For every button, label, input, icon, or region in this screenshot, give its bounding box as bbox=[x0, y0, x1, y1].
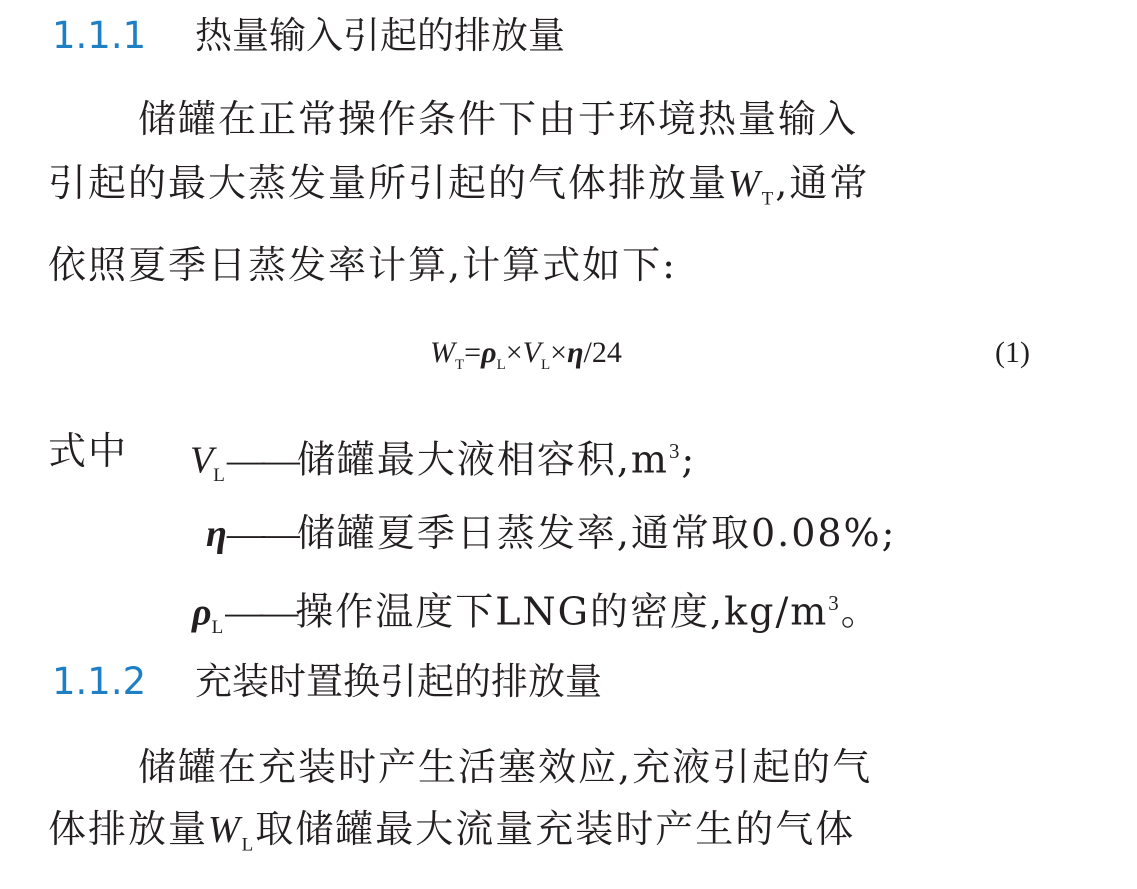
def-symbol: ρ bbox=[192, 591, 212, 634]
eq-rho: ρ bbox=[481, 336, 497, 369]
paragraph-text: 取储罐最大流量充装时产生的气体 bbox=[255, 807, 856, 851]
equation-number: (1) bbox=[995, 336, 1030, 369]
eq-rho-sub: L bbox=[496, 356, 506, 373]
eq-times: × bbox=[505, 336, 523, 369]
variable-w: W bbox=[728, 163, 762, 205]
paragraph-text: 引起的最大蒸发量所引起的气体排放量 bbox=[48, 161, 729, 205]
def-sup: 3 bbox=[668, 439, 682, 463]
def-symbol: η bbox=[206, 513, 227, 555]
section-number: 1.1.1 bbox=[52, 14, 147, 57]
definitions-label: 式中 bbox=[48, 429, 129, 473]
def-symbol-sub: L bbox=[211, 617, 226, 639]
def-end: 。 bbox=[840, 589, 881, 634]
paragraph-line: 储罐在正常操作条件下由于环境热量输入 bbox=[138, 97, 859, 141]
def-text: 储罐最大液相容积,m bbox=[296, 437, 669, 482]
definition-item bbox=[192, 578, 881, 653]
def-end: ; bbox=[681, 437, 697, 482]
eq-w-sub: T bbox=[455, 356, 465, 373]
paragraph-line bbox=[48, 158, 869, 225]
paragraph-line: 储罐在充装时产生活塞效应,充液引起的气 bbox=[138, 745, 873, 789]
def-text: 操作温度下LNG的密度,kg/m bbox=[295, 589, 829, 634]
eq-rest: /24 bbox=[583, 336, 622, 369]
paragraph-line bbox=[48, 804, 855, 871]
section-heading-1-1-1 bbox=[52, 12, 565, 60]
def-text: 储罐夏季日蒸发率,通常取0.08%; bbox=[296, 511, 897, 555]
definition-item bbox=[206, 508, 896, 559]
def-dash: —— bbox=[225, 591, 296, 634]
eq-v-sub: L bbox=[540, 356, 551, 373]
variable-subscript: T bbox=[761, 188, 776, 210]
section-title: 充装时置换引起的排放量 bbox=[195, 660, 602, 703]
paragraph-text: 体排放量 bbox=[48, 807, 209, 851]
def-dash: —— bbox=[226, 513, 297, 555]
section-number: 1.1.2 bbox=[52, 660, 147, 703]
eq-eta: η bbox=[567, 336, 584, 369]
eq-w: W bbox=[430, 336, 455, 369]
def-dash: —— bbox=[226, 439, 297, 482]
def-sup: 3 bbox=[828, 591, 841, 615]
paragraph-text: ,通常 bbox=[775, 161, 870, 205]
equation bbox=[430, 330, 622, 388]
eq-equals: = bbox=[464, 336, 482, 369]
section-title: 热量输入引起的排放量 bbox=[195, 14, 565, 57]
def-symbol: V bbox=[190, 439, 214, 482]
variable-w: W bbox=[208, 809, 242, 851]
eq-times: × bbox=[550, 336, 568, 369]
paragraph-line: 依照夏季日蒸发率计算,计算式如下: bbox=[48, 243, 677, 287]
def-symbol-sub: L bbox=[213, 465, 227, 487]
section-heading-1-1-2 bbox=[52, 658, 602, 706]
eq-v: V bbox=[522, 336, 541, 369]
variable-subscript: L bbox=[241, 834, 256, 856]
definition-item bbox=[190, 426, 696, 501]
